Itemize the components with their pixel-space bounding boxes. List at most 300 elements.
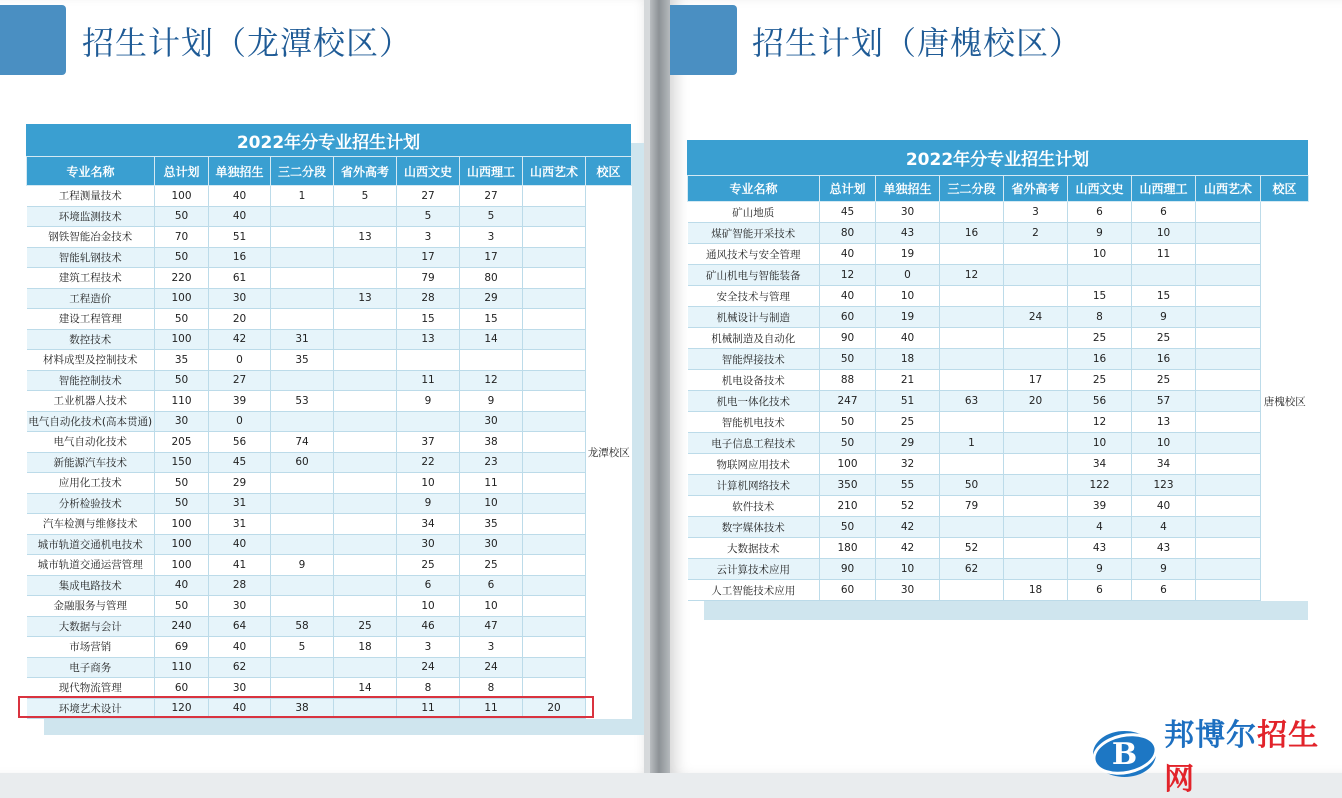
table-cell: 9 [1132,307,1196,328]
table-cell: 6 [397,575,460,596]
table-cell: 10 [460,493,523,514]
table-cell [1196,412,1261,433]
table-cell: 8 [397,678,460,699]
major-name-cell: 机电设备技术 [688,370,820,391]
table-cell: 25 [1132,328,1196,349]
table-row [688,433,1309,454]
table-cell [1196,202,1261,223]
major-name-cell: 计算机网络技术 [688,475,820,496]
table-cell [940,286,1004,307]
table-cell: 42 [876,517,940,538]
table-cell [271,411,334,432]
table-cell [523,514,586,535]
table-cell: 100 [155,534,209,555]
table-row [688,559,1309,580]
table-cell [271,514,334,535]
table-cell: 13 [397,329,460,350]
table-cell [523,247,586,268]
table-cell: 1 [271,186,334,207]
table-cell [271,678,334,699]
table-cell: 56 [1068,391,1132,412]
table-cell [271,268,334,289]
table-cell: 20 [209,309,271,330]
table-cell: 16 [1068,349,1132,370]
table-cell [940,307,1004,328]
table-cell: 3 [460,227,523,248]
table-row [27,227,632,248]
table-cell: 37 [397,432,460,453]
table-cell: 64 [209,616,271,637]
table-cell: 40 [209,698,271,719]
table-cell [271,473,334,494]
table-cell: 8 [460,678,523,699]
table-cell: 122 [1068,475,1132,496]
header-cell: 单独招生 [876,176,940,202]
table-cell: 31 [209,514,271,535]
table-cell: 43 [1132,538,1196,559]
major-name-cell: 应用化工技术 [27,473,155,494]
table-cell [1004,517,1068,538]
table-row [688,307,1309,328]
table-cell [940,244,1004,265]
left-page [0,0,650,773]
table-cell [271,288,334,309]
table-cell: 10 [1068,244,1132,265]
table-cell: 39 [209,391,271,412]
table-cell [940,454,1004,475]
table-row [688,244,1309,265]
table-cell: 30 [209,596,271,617]
table-cell: 10 [1132,223,1196,244]
left-table-container [26,124,631,719]
table-cell: 40 [820,286,876,307]
table-cell [523,575,586,596]
table-row [688,349,1309,370]
table-cell: 60 [155,678,209,699]
table-row [688,538,1309,559]
major-name-cell: 物联网应用技术 [688,454,820,475]
table-cell [523,268,586,289]
table-cell: 40 [1132,496,1196,517]
table-cell [523,288,586,309]
table-cell: 9 [1132,559,1196,580]
bangboer-logo-icon [1093,731,1156,777]
table-cell: 3 [1004,202,1068,223]
table-cell [940,517,1004,538]
table-cell [397,411,460,432]
table-cell: 10 [876,559,940,580]
table-cell [523,391,586,412]
table-row [27,473,632,494]
header-cell: 专业名称 [27,157,155,186]
major-name-cell: 新能源汽车技术 [27,452,155,473]
table-cell [523,350,586,371]
table-cell [523,616,586,637]
table-cell: 25 [1132,370,1196,391]
table-cell: 70 [155,227,209,248]
table-cell [1196,559,1261,580]
table-cell [1004,286,1068,307]
header-cell: 校区 [586,157,632,186]
table-cell [523,657,586,678]
right-title-accent-bar [670,5,737,75]
table-row [688,454,1309,475]
table-cell: 25 [397,555,460,576]
major-name-cell: 大数据与会计 [27,616,155,637]
major-name-cell: 云计算技术应用 [688,559,820,580]
header-cell: 三二分段 [940,176,1004,202]
table-cell [334,329,397,350]
table-cell: 50 [155,206,209,227]
major-name-cell: 机电一体化技术 [688,391,820,412]
table-row [27,493,632,514]
table-cell: 18 [1004,580,1068,601]
table-cell: 31 [209,493,271,514]
major-name-cell: 矿山机电与智能装备 [688,265,820,286]
table-cell: 50 [820,412,876,433]
right-table-title: 2022年分专业招生计划 [687,140,1308,175]
table-cell: 63 [940,391,1004,412]
table-cell: 40 [209,206,271,227]
table-cell [334,309,397,330]
table-cell: 9 [1068,559,1132,580]
table-cell: 51 [876,391,940,412]
table-cell [523,206,586,227]
table-cell: 100 [820,454,876,475]
table-cell [334,350,397,371]
table-cell [523,370,586,391]
table-cell [271,534,334,555]
table-cell [1196,223,1261,244]
header-cell: 三二分段 [271,157,334,186]
table-cell: 19 [876,244,940,265]
table-cell: 21 [876,370,940,391]
table-cell: 29 [876,433,940,454]
table-cell: 40 [209,637,271,658]
table-cell [1004,454,1068,475]
table-cell: 17 [397,247,460,268]
header-cell: 省外高考 [1004,176,1068,202]
table-cell [334,493,397,514]
table-row [688,412,1309,433]
table-cell: 50 [820,349,876,370]
table-cell: 6 [1132,202,1196,223]
table-cell [1068,265,1132,286]
table-cell [523,186,586,207]
table-cell: 51 [209,227,271,248]
table-cell: 110 [155,391,209,412]
table-cell [271,227,334,248]
major-name-cell: 电子商务 [27,657,155,678]
table-cell: 13 [1132,412,1196,433]
left-enrollment-table [26,156,632,719]
right-page-title: 招生计划（唐槐校区） [752,24,1083,62]
table-cell [523,411,586,432]
table-cell: 24 [460,657,523,678]
table-cell [1004,349,1068,370]
table-cell: 4 [1068,517,1132,538]
major-name-cell: 城市轨道交通运营管理 [27,555,155,576]
table-cell: 35 [460,514,523,535]
table-cell: 53 [271,391,334,412]
table-row [27,534,632,555]
major-name-cell: 工程造价 [27,288,155,309]
table-row [688,475,1309,496]
table-cell: 18 [876,349,940,370]
major-name-cell: 大数据技术 [688,538,820,559]
table-cell: 25 [876,412,940,433]
table-cell: 12 [1068,412,1132,433]
table-row [688,496,1309,517]
table-cell: 47 [460,616,523,637]
table-row [688,223,1309,244]
table-cell: 350 [820,475,876,496]
table-row [27,288,632,309]
table-row [688,265,1309,286]
table-cell: 60 [271,452,334,473]
table-cell [1004,244,1068,265]
left-page-title: 招生计划（龙潭校区） [82,24,413,62]
table-cell: 20 [1004,391,1068,412]
table-cell: 13 [334,288,397,309]
header-cell: 山西文史 [397,157,460,186]
table-cell: 55 [876,475,940,496]
major-name-cell: 人工智能技术应用 [688,580,820,601]
table-cell: 11 [397,370,460,391]
watermark-text [1164,710,1342,798]
table-cell: 27 [209,370,271,391]
table-cell: 6 [1132,580,1196,601]
table-cell: 61 [209,268,271,289]
table-cell: 42 [209,329,271,350]
header-cell: 校区 [1261,176,1309,202]
table-cell [460,350,523,371]
major-name-cell: 安全技术与管理 [688,286,820,307]
table-cell [271,575,334,596]
table-cell: 6 [1068,580,1132,601]
major-name-cell: 通风技术与安全管理 [688,244,820,265]
header-cell: 专业名称 [688,176,820,202]
table-cell: 29 [460,288,523,309]
table-cell: 34 [1068,454,1132,475]
table-cell [1004,475,1068,496]
table-cell [940,202,1004,223]
table-cell [1196,475,1261,496]
major-name-cell: 智能机电技术 [688,412,820,433]
table-cell: 3 [460,637,523,658]
table-cell: 110 [155,657,209,678]
table-cell [1196,244,1261,265]
table-cell: 25 [334,616,397,637]
table-cell [1196,391,1261,412]
table-cell: 24 [397,657,460,678]
right-page [670,0,1342,773]
left-title-accent-bar [0,5,66,75]
major-name-cell: 建筑工程技术 [27,268,155,289]
table-cell: 14 [334,678,397,699]
major-name-cell: 数控技术 [27,329,155,350]
table-cell: 56 [209,432,271,453]
table-cell: 180 [820,538,876,559]
table-cell [523,452,586,473]
table-cell: 9 [460,391,523,412]
table-cell: 205 [155,432,209,453]
table-cell [271,370,334,391]
table-cell: 80 [460,268,523,289]
table-cell: 45 [820,202,876,223]
table-cell: 52 [940,538,1004,559]
table-cell: 3 [397,227,460,248]
table-cell: 90 [820,328,876,349]
major-name-cell: 电子信息工程技术 [688,433,820,454]
table-cell: 13 [334,227,397,248]
campus-cell: 龙潭校区 [586,186,632,719]
table-cell: 50 [155,473,209,494]
table-cell [334,534,397,555]
table-row [688,370,1309,391]
table-cell [271,206,334,227]
table-row [688,391,1309,412]
table-cell [334,473,397,494]
table-cell [334,432,397,453]
table-cell: 30 [876,580,940,601]
table-cell: 16 [940,223,1004,244]
table-row [27,657,632,678]
table-cell: 9 [1068,223,1132,244]
table-cell [523,555,586,576]
table-cell: 88 [820,370,876,391]
table-cell [1196,265,1261,286]
table-cell: 28 [397,288,460,309]
table-cell: 20 [523,698,586,719]
table-cell: 52 [876,496,940,517]
table-cell: 6 [460,575,523,596]
table-cell: 15 [460,309,523,330]
table-cell: 40 [209,534,271,555]
table-cell: 62 [209,657,271,678]
table-cell: 100 [155,555,209,576]
major-name-cell: 现代物流管理 [27,678,155,699]
major-name-cell: 汽车检测与维修技术 [27,514,155,535]
table-cell [334,575,397,596]
table-cell: 12 [820,265,876,286]
table-cell: 4 [1132,517,1196,538]
table-cell: 16 [1132,349,1196,370]
table-cell: 30 [209,288,271,309]
table-cell: 35 [271,350,334,371]
table-cell: 8 [1068,307,1132,328]
table-cell: 11 [1132,244,1196,265]
table-cell: 10 [1068,433,1132,454]
table-cell [940,370,1004,391]
table-cell: 62 [940,559,1004,580]
table-cell [334,411,397,432]
major-name-cell: 电气自动化技术 [27,432,155,453]
right-table-container [687,140,1308,601]
table-cell: 39 [1068,496,1132,517]
table-cell: 50 [155,247,209,268]
table-cell: 15 [397,309,460,330]
table-row [27,555,632,576]
major-name-cell: 钢铁智能冶金技术 [27,227,155,248]
table-cell: 123 [1132,475,1196,496]
table-cell [1196,349,1261,370]
left-table-header-row [27,157,632,186]
table-cell: 42 [876,538,940,559]
major-name-cell: 集成电路技术 [27,575,155,596]
major-name-cell: 材料成型及控制技术 [27,350,155,371]
table-cell: 0 [209,350,271,371]
right-enrollment-table [687,175,1309,601]
table-cell [334,247,397,268]
table-cell [940,349,1004,370]
right-table-body [688,202,1309,601]
table-cell: 0 [209,411,271,432]
table-row [27,268,632,289]
major-name-cell: 城市轨道交通机电技术 [27,534,155,555]
highlight-box-environment-art-design [18,696,594,718]
table-cell: 90 [820,559,876,580]
table-cell: 45 [209,452,271,473]
major-name-cell: 工业机器人技术 [27,391,155,412]
table-cell: 30 [397,534,460,555]
header-cell: 单独招生 [209,157,271,186]
table-row [27,616,632,637]
table-row [27,452,632,473]
table-cell [334,514,397,535]
table-cell: 58 [271,616,334,637]
table-cell: 11 [460,698,523,719]
table-cell: 50 [155,370,209,391]
table-cell [523,227,586,248]
table-cell: 12 [460,370,523,391]
table-cell [1004,328,1068,349]
table-cell [1196,370,1261,391]
table-cell: 40 [155,575,209,596]
table-cell: 60 [820,307,876,328]
table-cell: 19 [876,307,940,328]
table-cell: 50 [940,475,1004,496]
book-gutter [650,0,670,773]
table-cell: 34 [1132,454,1196,475]
table-cell: 9 [271,555,334,576]
table-cell [1196,538,1261,559]
table-row [27,247,632,268]
table-cell: 10 [1132,433,1196,454]
table-cell [1004,559,1068,580]
table-cell: 69 [155,637,209,658]
table-cell [1004,412,1068,433]
site-watermark [1093,710,1342,798]
table-cell: 24 [1004,307,1068,328]
major-name-cell: 软件技术 [688,496,820,517]
table-row [688,328,1309,349]
major-name-cell: 机械制造及自动化 [688,328,820,349]
table-row [688,202,1309,223]
table-cell: 30 [209,678,271,699]
table-cell: 27 [397,186,460,207]
table-cell: 120 [155,698,209,719]
table-cell: 100 [155,329,209,350]
table-cell: 11 [460,473,523,494]
table-cell: 35 [155,350,209,371]
table-cell [271,657,334,678]
table-row [27,350,632,371]
table-cell: 29 [209,473,271,494]
table-cell: 14 [460,329,523,350]
table-cell: 5 [397,206,460,227]
watermark-text-suffix: 招生网 [1164,718,1320,797]
